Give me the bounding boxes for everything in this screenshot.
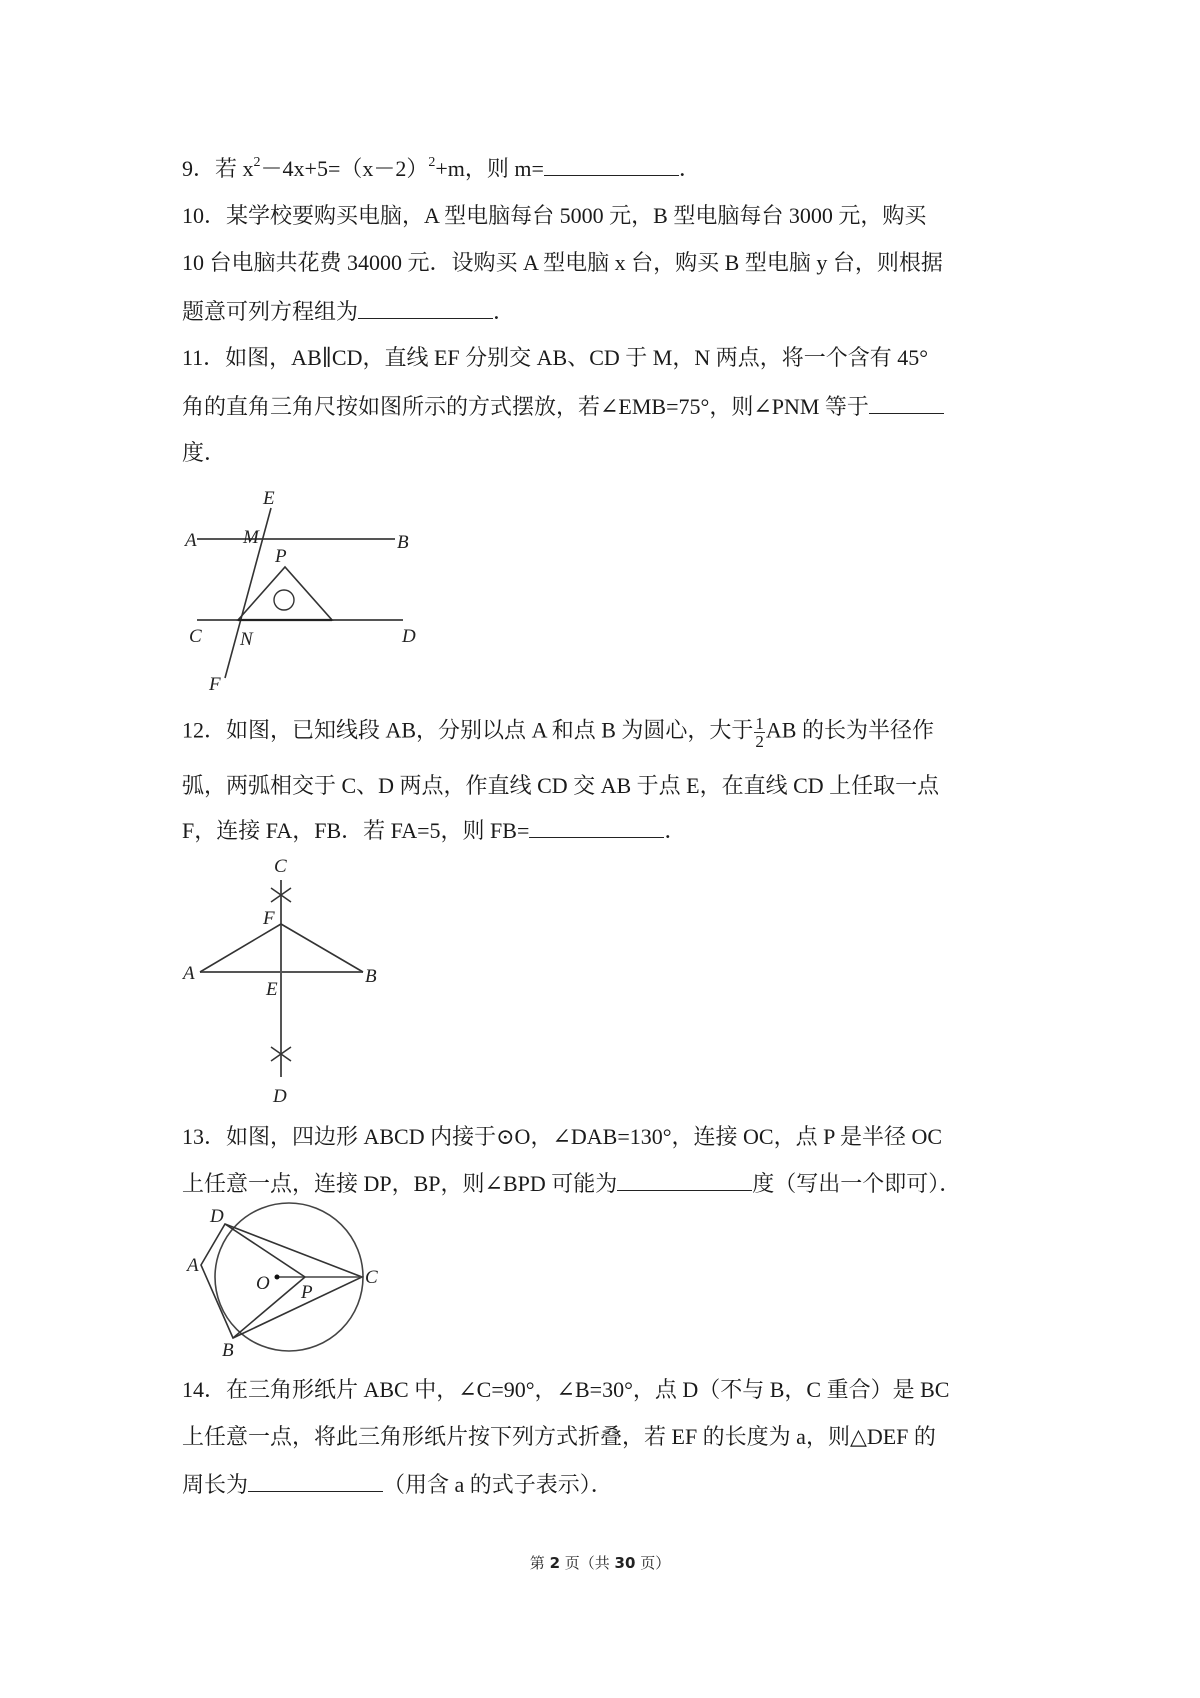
- q11-line-1: 11．如图，AB∥CD，直线 EF 分别交 AB、CD 于 M，N 两点，将一个含有 45°: [182, 345, 929, 370]
- q12-line-1-post: AB 的长为半径作: [765, 717, 934, 743]
- label-M: M: [243, 527, 259, 548]
- q9-mid: －4x+5=（x－2）: [260, 156, 429, 181]
- q14-line-3: [182, 1469, 613, 1500]
- label-E: E: [263, 488, 275, 509]
- q9-post: +m，则 m=: [435, 156, 544, 181]
- label-F: F: [209, 674, 221, 695]
- q12-line-1-pre: 12．如图，已知线段 AB，分别以点 A 和点 B 为圆心，大于: [182, 717, 754, 743]
- label-A: A: [183, 963, 195, 984]
- q12-answer-blank[interactable]: [529, 815, 664, 838]
- page-footer: [0, 1552, 1200, 1573]
- q9-number: 9．: [182, 156, 216, 181]
- q14-line-2: 上任意一点，将此三角形纸片按下列方式折叠，若 EF 的长度为 a，则△DEF 的: [182, 1424, 936, 1449]
- q12-line-3-text: F，连接 FA，FB．若 FA=5，则 FB=: [182, 818, 530, 843]
- q12-line-1: [182, 715, 934, 750]
- label-E: E: [266, 979, 278, 1000]
- label-D: D: [273, 1086, 287, 1107]
- q14-answer-blank[interactable]: [248, 1469, 383, 1492]
- label-D: D: [402, 626, 416, 647]
- fraction-one-half: [754, 715, 765, 750]
- label-B: B: [397, 532, 409, 553]
- q11-line-3: 度．: [182, 440, 227, 465]
- q10-answer-blank[interactable]: [358, 296, 493, 319]
- q11-figure: [175, 480, 425, 700]
- label-O: O: [256, 1273, 270, 1294]
- q10-line-3: [182, 296, 515, 327]
- current-page-number: 2: [549, 1554, 560, 1572]
- label-P: P: [275, 546, 287, 567]
- q11-line-2: [182, 391, 944, 422]
- label-C: C: [365, 1267, 378, 1288]
- q9-end: ．: [678, 156, 701, 181]
- label-C: C: [274, 856, 287, 877]
- label-B: B: [222, 1340, 234, 1360]
- q13-figure: [180, 1200, 390, 1365]
- footer-post: 页）: [635, 1554, 671, 1572]
- total-page-count: 30: [614, 1554, 636, 1572]
- footer-mid: 页（共: [560, 1554, 615, 1572]
- q12-figure: [175, 852, 385, 1112]
- q13-answer-blank[interactable]: [617, 1168, 752, 1191]
- segment-fb: [281, 924, 363, 972]
- q14-line-1: 14．在三角形纸片 ABC 中，∠C=90°，∠B=30°，点 D（不与 B，C 重合）是 BC: [182, 1377, 950, 1402]
- question-9: [182, 153, 701, 184]
- footer-pre: 第: [529, 1554, 550, 1572]
- center-point-o: [275, 1275, 280, 1280]
- label-B: B: [365, 966, 377, 987]
- fraction-numerator: 1: [755, 714, 764, 733]
- fraction-denominator: 2: [755, 732, 764, 751]
- label-A: A: [187, 1255, 199, 1276]
- label-P: P: [301, 1282, 313, 1303]
- q10-line-1: 10．某学校要购买电脑，A 型电脑每台 5000 元，B 型电脑每台 3000 元，购买: [182, 203, 927, 228]
- q13-line-2-post: 度（写出一个即可）．: [752, 1171, 962, 1196]
- q9-answer-blank[interactable]: [544, 153, 679, 176]
- segment-fa: [200, 924, 281, 972]
- label-C: C: [189, 626, 202, 647]
- label-D: D: [210, 1206, 224, 1227]
- q10-line-3-text: 题意可列方程组为: [182, 299, 359, 324]
- q13-line-2: [182, 1168, 961, 1199]
- q14-line-3-post: （用含 a 的式子表示）．: [383, 1472, 613, 1497]
- label-N: N: [240, 629, 253, 650]
- ruler-hole: [274, 590, 294, 610]
- q12-line-2: 弧，两弧相交于 C、D 两点，作直线 CD 交 AB 于点 E，在直线 CD 上任取一点: [182, 773, 940, 798]
- q11-line-2-text: 角的直角三角尺按如图所示的方式摆放，若∠EMB=75°，则∠PNM 等于: [182, 394, 869, 419]
- label-F: F: [263, 908, 275, 929]
- q14-line-3-pre: 周长为: [182, 1472, 249, 1497]
- q13-line-1: 13．如图，四边形 ABCD 内接于⊙O，∠DAB=130°，连接 OC，点 P 是半径 OC: [182, 1124, 943, 1149]
- q13-line-2-pre: 上任意一点，连接 DP，BP，则∠BPD 可能为: [182, 1171, 618, 1196]
- q12-end: ．: [664, 818, 687, 843]
- q10-end: ．: [493, 299, 516, 324]
- q10-line-2: 10 台电脑共花费 34000 元．设购买 A 型电脑 x 台，购买 B 型电脑 y 台，则根据: [182, 250, 943, 275]
- q9-exponent-1: 2: [253, 154, 261, 170]
- q11-answer-blank[interactable]: [869, 391, 944, 414]
- q9-exponent-2: 2: [428, 154, 436, 170]
- q12-line-3: [182, 815, 686, 846]
- label-A: A: [185, 530, 197, 551]
- q9-pre: 若 x: [215, 156, 254, 181]
